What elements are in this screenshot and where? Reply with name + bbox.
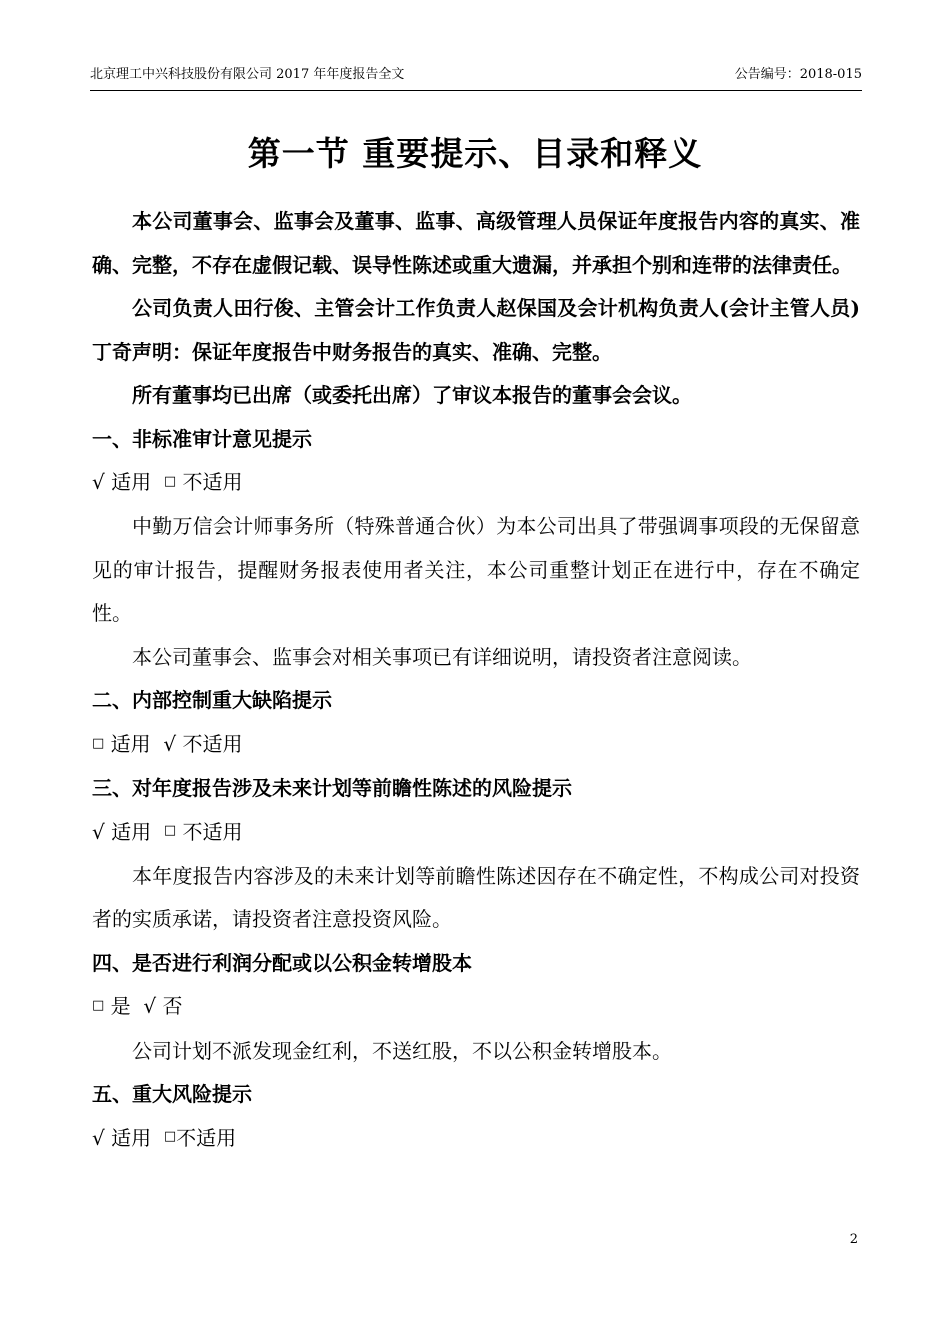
option-not-applicable-label: 不适用 (182, 470, 243, 494)
page-header (90, 66, 862, 91)
checkbox-empty-icon: □ (163, 823, 177, 839)
attendance-statement: 所有董事均已出席（或委托出席）了审议本报告的董事会会议。 (132, 383, 692, 407)
board-guarantee-statement: 本公司董事会、监事会及董事、监事、高级管理人员保证年度报告内容的真实、准确、完整，不存在虚假记载、误导性陈述或重大遗漏，并承担个别和连带的法律责任。 (92, 209, 860, 277)
option-applicable-label: 适用 (111, 819, 152, 844)
checkbox-empty-icon: □ (92, 735, 105, 751)
check-mark-icon: √ (92, 1125, 105, 1150)
audit-opinion-paragraph: 中勤万信会计师事务所（特殊普通合伙）为本公司出具了带强调事项段的无保留意见的审计报告，提醒财务报表使用者关注，本公司重整计划正在进行中，存在不确定性。 (92, 514, 860, 626)
option-not-applicable-label: 不适用 (182, 731, 243, 756)
check-mark-icon: √ (163, 731, 177, 756)
checkbox-empty-icon: □ (163, 473, 177, 489)
check-mark-icon: √ (143, 994, 157, 1019)
heading-forward-looking-risk: 三、对年度报告涉及未来计划等前瞻性陈述的风险提示 (92, 776, 572, 800)
header-announcement-number: 公告编号：2018-015 (734, 67, 862, 82)
document-body (92, 200, 860, 1161)
heading-profit-distribution: 四、是否进行利润分配或以公积金转增股本 (92, 950, 472, 975)
checkbox-empty-icon: □ (163, 1129, 177, 1145)
option-yes-label: 是 (110, 994, 131, 1019)
option-applicable-label: 适用 (111, 1125, 152, 1150)
option-no-label: 否 (162, 994, 183, 1019)
check-mark-icon: √ (92, 470, 105, 494)
options-internal-control (92, 723, 860, 767)
option-applicable-label: 适用 (110, 731, 151, 756)
officer-declaration: 公司负责人田行俊、主管会计工作负责人赵保国及会计机构负责人(会计主管人员)丁奇声明：保证年度报告中财务报告的真实、准确、完整。 (92, 296, 860, 364)
section-title: 第一节 重要提示、目录和释义 (247, 134, 703, 173)
option-not-applicable-label: 不适用 (182, 819, 243, 844)
options-non-standard-audit (92, 461, 860, 505)
audit-explanation-paragraph: 本公司董事会、监事会对相关事项已有详细说明，请投资者注意阅读。 (132, 644, 752, 669)
option-applicable-label: 适用 (111, 470, 152, 494)
header-report-title: 北京理工中兴科技股份有限公司 2017 年年度报告全文 (90, 67, 405, 82)
heading-non-standard-audit: 一、非标准审计意见提示 (92, 426, 312, 451)
option-not-applicable-label: 不适用 (176, 1125, 237, 1150)
options-major-risk (92, 1117, 860, 1161)
check-mark-icon: √ (92, 819, 105, 844)
forward-looking-paragraph: 本年度报告内容涉及的未来计划等前瞻性陈述因存在不确定性，不构成公司对投资者的实质承诺，请投资者注意投资风险。 (92, 863, 860, 932)
heading-major-risk: 五、重大风险提示 (92, 1082, 252, 1106)
checkbox-empty-icon: □ (92, 998, 105, 1013)
profit-distribution-paragraph: 公司计划不派发现金红利，不送红股，不以公积金转增股本。 (132, 1038, 672, 1063)
options-forward-looking-risk (92, 811, 860, 855)
options-profit-distribution (92, 985, 860, 1029)
heading-internal-control: 二、内部控制重大缺陷提示 (92, 688, 332, 713)
page-number: 2 (849, 1232, 858, 1247)
